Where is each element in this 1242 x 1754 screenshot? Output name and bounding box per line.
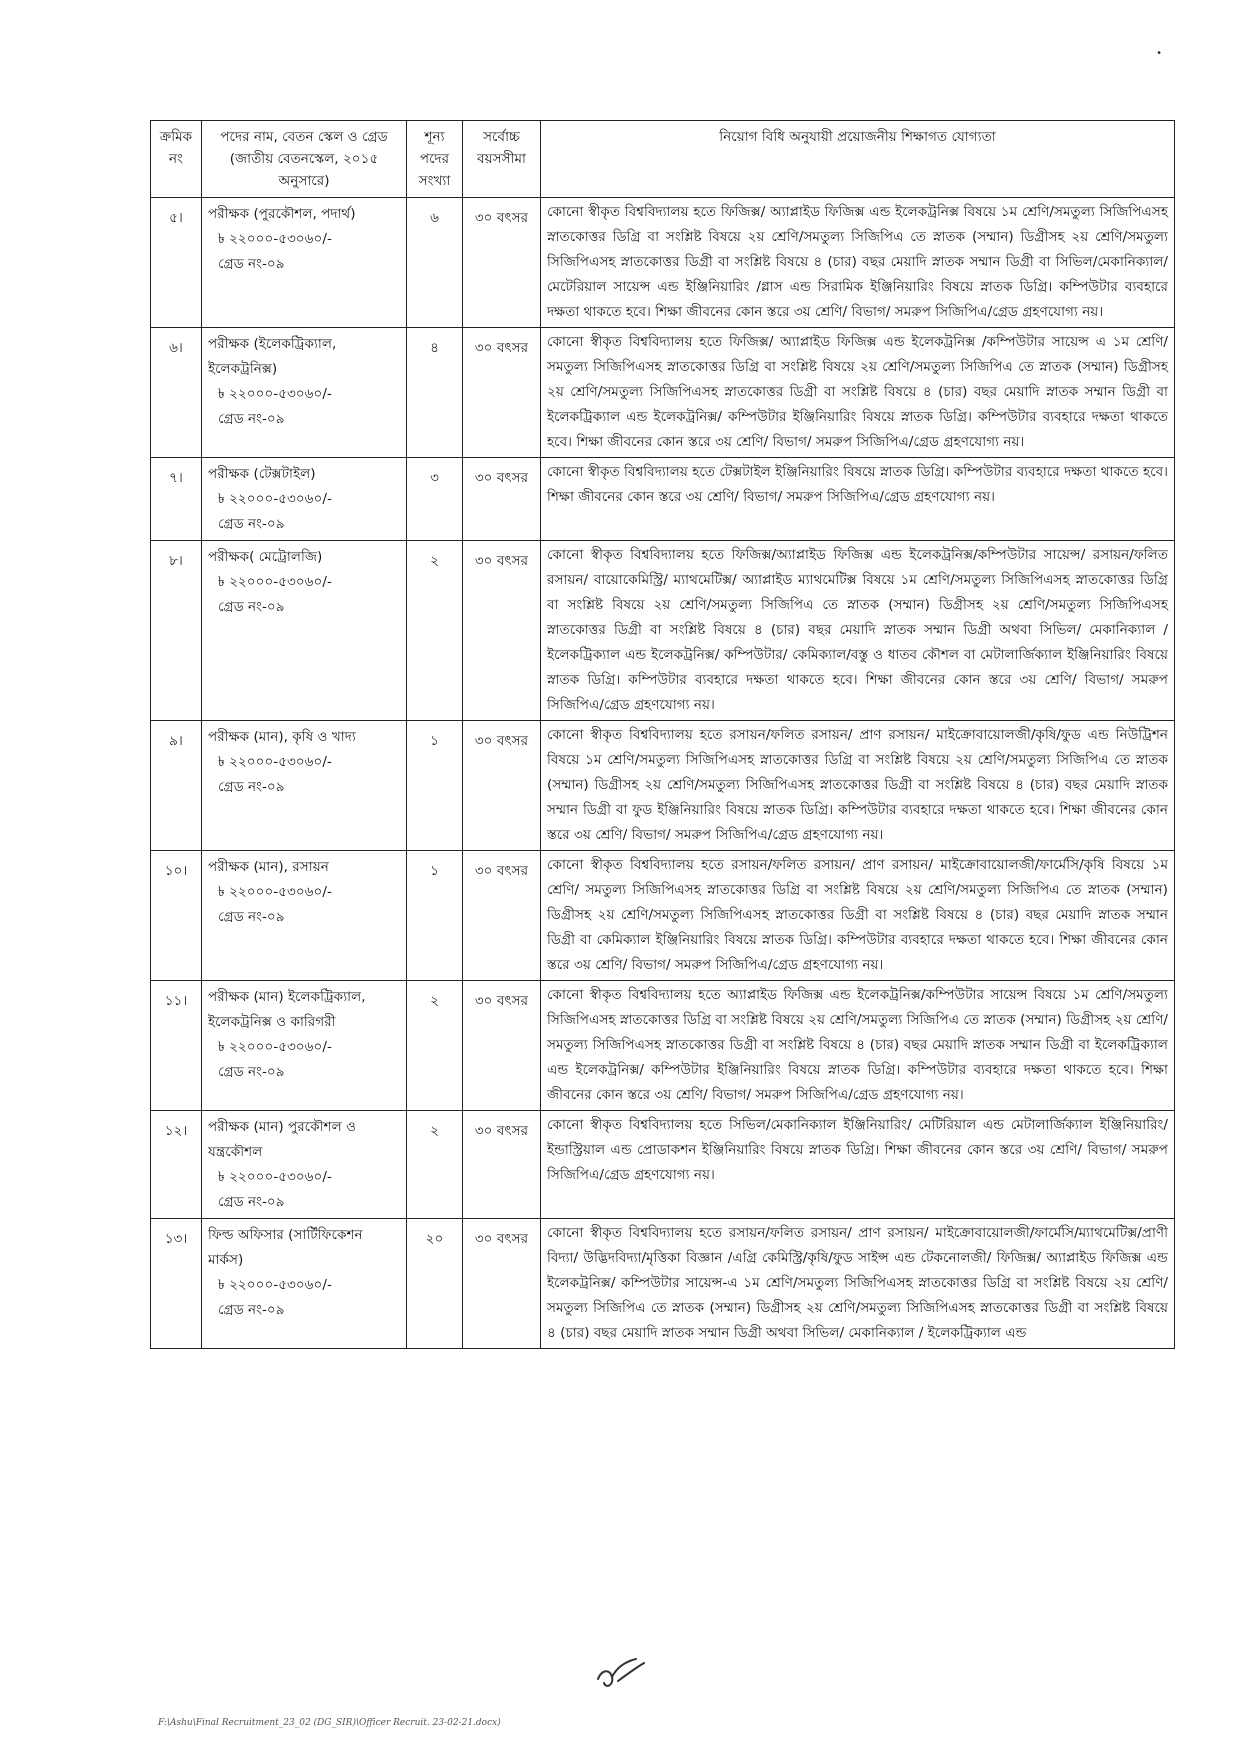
serial-cell: ৫।: [151, 198, 202, 328]
grade: গ্রেড নং-০৯: [218, 411, 285, 427]
post-cell: [202, 1219, 407, 1349]
post-title: পরীক্ষক (মান) পুরকৌশল ও যন্ত্রকৌশল: [208, 1119, 357, 1160]
post-title: পরীক্ষক (ইলেকট্রিক্যাল, ইলেকট্রনিক্স): [208, 336, 337, 377]
qualification-cell: কোনো স্বীকৃত বিশ্ববিদ্যালয় হতে রসায়ন/ফলিত রসায়ন/ প্রাণ রসায়ন/ মাইক্রোবায়োলজী/ফার্মেসি/কৃষি বিষয়ে ১ম শ্রেণি/ সমতুল্য সিজিপিএসহ স্নাতকোত্তর ডিগ্রি বা সংশ্লিষ্ট বিষয়ে ২য় শ্রেণি/সমতুল্য সিজিপিএ তে স্নাতক (সম্মান) ডিগ্রীসহ ২য় শ্রেণি/সমতুল্য সিজিপিএসহ স্নাতকোত্তর ডিগ্রী বা সংশ্লিষ্ট বিষয়ে ৪ (চার) বছর মেয়াদি স্নাতক সম্মান ডিগ্রী বা কেমিক্যাল ইঞ্জিনিয়ারিং বিষয়ে স্নাতক ডিগ্রি। কম্পিউটার ব্যবহারে দক্ষতা থাকতে হবে। শিক্ষা জীবনের কোন স্তরে ৩য় শ্রেণি/ বিভাগ/ সমরুপ সিজিপিএ/গ্রেড গ্রহণযোগ্য নয়।: [541, 851, 1175, 981]
age-limit-cell: ৩০ বৎসর: [463, 981, 541, 1111]
table-row: [151, 1219, 1175, 1349]
table-row: [151, 981, 1175, 1111]
header-vacancy: শূন্য পদের সংখ্যা: [407, 121, 463, 198]
pay-scale: ৳ ২২০০০-৫৩০৬০/-: [218, 231, 332, 247]
table-header-row: [151, 121, 1175, 198]
vacancy-cell: ২: [407, 981, 463, 1111]
table-row: [151, 721, 1175, 851]
header-serial: ক্রমিক নং: [151, 121, 202, 198]
pay-scale: ৳ ২২০০০-৫৩০৬০/-: [218, 386, 332, 402]
grade: গ্রেড নং-০৯: [218, 1194, 285, 1210]
grade: গ্রেড নং-০৯: [218, 256, 285, 272]
vacancy-cell: ২: [407, 1111, 463, 1219]
age-limit-cell: ৩০ বৎসর: [463, 1219, 541, 1349]
age-limit-cell: ৩০ বৎসর: [463, 541, 541, 721]
serial-cell: ৬।: [151, 328, 202, 458]
serial-cell: ১৩।: [151, 1219, 202, 1349]
post-cell: [202, 458, 407, 541]
qualification-cell: কোনো স্বীকৃত বিশ্ববিদ্যালয় হতে সিভিল/মেকানিক্যাল ইঞ্জিনিয়ারিং/ মেটিরিয়াল এন্ড মেটালার্জিক্যাল ইঞ্জিনিয়ারিং/ ইন্ডাস্ট্রিয়াল এন্ড প্রোডাকশন ইঞ্জিনিয়ারিং বিষয়ে স্নাতক ডিগ্রি। শিক্ষা জীবনের কোন স্তরে ৩য় শ্রেণি/ বিভাগ/ সমরুপ সিজিপিএ/গ্রেড গ্রহণযোগ্য নয়।: [541, 1111, 1175, 1219]
age-limit-cell: ৩০ বৎসর: [463, 721, 541, 851]
qualification-cell: কোনো স্বীকৃত বিশ্ববিদ্যালয় হতে টেক্সটাইল ইঞ্জিনিয়ারিং বিষয়ে স্নাতক ডিগ্রি। কম্পিউটার ব্যবহারে দক্ষতা থাকতে হবে। শিক্ষা জীবনের কোন স্তরে ৩য় শ্রেণি/ বিভাগ/ সমরুপ সিজিপিএ/গ্রেড গ্রহণযোগ্য নয়।: [541, 458, 1175, 541]
serial-cell: ১২।: [151, 1111, 202, 1219]
header-qualification: নিয়োগ বিধি অনুযায়ী প্রয়োজনীয় শিক্ষাগত যোগ্যতা: [541, 121, 1175, 198]
vacancy-cell: ১: [407, 851, 463, 981]
post-title: পরীক্ষক (পুরকৌশল, পদার্থ): [208, 206, 356, 222]
qualification-cell: কোনো স্বীকৃত বিশ্ববিদ্যালয় হতে ফিজিক্স/ অ্যাপ্লাইড ফিজিক্স এন্ড ইলেকট্রনিক্স /কম্পিউটার সায়েন্স এ ১ম শ্রেণি/সমতুল্য সিজিপিএসহ স্নাতকোত্তর ডিগ্রি বা সংশ্লিষ্ট বিষয়ে ২য় শ্রেণি/সমতুল্য সিজিপিএ তে স্নাতক (সম্মান) ডিগ্রীসহ ২য় শ্রেণি/সমতুল্য সিজিপিএসহ স্নাতকোত্তর ডিগ্রী বা সংশ্লিষ্ট বিষয়ে ৪ (চার) বছর মেয়াদি স্নাতক সম্মান ডিগ্রী বা ইলেকট্রিক্যাল এন্ড ইলেকট্রনিক্স/ কম্পিউটার ইঞ্জিনিয়ারিং বিষয়ে স্নাতক ডিগ্রি। কম্পিউটার ব্যবহারে দক্ষতা থাকতে হবে। শিক্ষা জীবনের কোন স্তরে ৩য় শ্রেণি/ বিভাগ/ সমরুপ সিজিপিএ/গ্রেড গ্রহণযোগ্য নয়।: [541, 328, 1175, 458]
pay-scale: ৳ ২২০০০-৫৩০৬০/-: [218, 1277, 332, 1293]
initial-signature: [588, 1655, 658, 1695]
age-limit-cell: ৩০ বৎসর: [463, 851, 541, 981]
table-row: [151, 458, 1175, 541]
post-title: পরীক্ষক (টেক্সটাইল): [208, 466, 316, 482]
table-row: [151, 851, 1175, 981]
serial-cell: ৯।: [151, 721, 202, 851]
post-title: পরীক্ষক( মেট্রোলজি): [208, 549, 323, 565]
vacancy-cell: ৬: [407, 198, 463, 328]
grade: গ্রেড নং-০৯: [218, 516, 285, 532]
table-row: [151, 1111, 1175, 1219]
vacancy-cell: ১: [407, 721, 463, 851]
vacancy-cell: ৪: [407, 328, 463, 458]
pay-scale: ৳ ২২০০০-৫৩০৬০/-: [218, 1169, 332, 1185]
grade: গ্রেড নং-০৯: [218, 909, 285, 925]
qualification-cell: কোনো স্বীকৃত বিশ্ববিদ্যালয় হতে ফিজিক্স/অ্যাপ্লাইড ফিজিক্স এন্ড ইলেকট্রনিক্স/কম্পিউটার সায়েন্স/ রসায়ন/ফলিত রসায়ন/ বায়োকেমিস্ট্রি/ ম্যাথমেটিক্স/ অ্যাপ্লাইড ম্যাথমেটিক্স বিষয়ে ১ম শ্রেণি/সমতুল্য সিজিপিএসহ স্নাতকোত্তর ডিগ্রি বা সংশ্লিষ্ট বিষয়ে ২য় শ্রেণি/সমতুল্য সিজিপিএ তে স্নাতক (সম্মান) ডিগ্রীসহ ২য় শ্রেণি/সমতুল্য সিজিপিএসহ স্নাতকোত্তর ডিগ্রী বা সংশ্লিষ্ট বিষয়ে ৪ (চার) বছর মেয়াদি স্নাতক সম্মান ডিগ্রী অথবা সিভিল/ মেকানিক্যাল /ইলেকট্রিক্যাল এন্ড ইলেকট্রনিক্স/ কম্পিউটার/ কেমিক্যাল/বস্তু ও ধাতব কৌশল বা মেটালার্জিক্যাল ইঞ্জিনিয়ারিং বিষয়ে স্নাতক ডিগ্রি। কম্পিউটার ব্যবহারে দক্ষতা থাকতে হবে। শিক্ষা জীবনের কোন স্তরে ৩য় শ্রেণি/ বিভাগ/ সমরুপ সিজিপিএ/গ্রেড গ্রহণযোগ্য নয়।: [541, 541, 1175, 721]
post-cell: [202, 328, 407, 458]
pay-scale: ৳ ২২০০০-৫৩০৬০/-: [218, 574, 332, 590]
age-limit-cell: ৩০ বৎসর: [463, 458, 541, 541]
pay-scale: ৳ ২২০০০-৫৩০৬০/-: [218, 884, 332, 900]
header-post: পদের নাম, বেতন স্কেল ও গ্রেড (জাতীয় বেতনস্কেল, ২০১৫ অনুসারে): [202, 121, 407, 198]
age-limit-cell: ৩০ বৎসর: [463, 328, 541, 458]
grade: গ্রেড নং-০৯: [218, 1302, 285, 1318]
serial-cell: ৮।: [151, 541, 202, 721]
qualification-cell: কোনো স্বীকৃত বিশ্ববিদ্যালয় হতে ফিজিক্স/ অ্যাপ্লাইড ফিজিক্স এন্ড ইলেকট্রনিক্স বিষয়ে ১ম শ্রেণি/সমতুল্য সিজিপিএসহ স্নাতকোত্তর ডিগ্রি বা সংশ্লিষ্ট বিষয়ে ২য় শ্রেণি/সমতুল্য সিজিপিএ তে স্নাতক (সম্মান) ডিগ্রীসহ ২য় শ্রেণি/সমতুল্য সিজিপিএসহ স্নাতকোত্তর ডিগ্রী বা সংশ্লিষ্ট বিষয়ে ৪ (চার) বছর মেয়াদি স্নাতক সম্মান ডিগ্রী বা সিভিল/মেকানিক্যাল/মেটেরিয়াল সায়েন্স এন্ড ইঞ্জিনিয়ারিং /গ্লাস এন্ড সিরামিক ইঞ্জিনিয়ারিং বিষয়ে স্নাতক ডিগ্রি। কম্পিউটার ব্যবহারে দক্ষতা থাকতে হবে। শিক্ষা জীবনের কোন স্তরে ৩য় শ্রেণি/ বিভাগ/ সমরুপ সিজিপিএ/গ্রেড গ্রহণযোগ্য নয়।: [541, 198, 1175, 328]
vacancy-cell: ৩: [407, 458, 463, 541]
pay-scale: ৳ ২২০০০-৫৩০৬০/-: [218, 491, 332, 507]
header-age: সর্বোচ্চ বয়সসীমা: [463, 121, 541, 198]
qualification-cell: কোনো স্বীকৃত বিশ্ববিদ্যালয় হতে রসায়ন/ফলিত রসায়ন/ প্রাণ রসায়ন/ মাইক্রোবায়োলজী/ফার্মেসি/ম্যাথমেটিক্স/প্রাণী বিদ্যা/ উদ্ভিদবিদ্যা/মৃত্তিকা বিজ্ঞান /এগ্রি কেমিস্ট্রি/কৃষি/ফুড সাইন্স এন্ড টেকনোলজী/ ফিজিক্স/ অ্যাপ্লাইড ফিজিক্স এন্ড ইলেকট্রনিক্স/ কম্পিউটার সায়েন্স-এ ১ম শ্রেণি/সমতুল্য সিজিপিএসহ স্নাতকোত্তর ডিগ্রি বা সংশ্লিষ্ট বিষয়ে ২য় শ্রেণি/সমতুল্য সিজিপিএ তে স্নাতক (সম্মান) ডিগ্রীসহ ২য় শ্রেণি/সমতুল্য সিজিপিএসহ স্নাতকোত্তর ডিগ্রী বা সংশ্লিষ্ট বিষয়ে ৪ (চার) বছর মেয়াদি স্নাতক সম্মান ডিগ্রী অথবা সিভিল/ মেকানিক্যাল / ইলেকট্রিক্যাল এন্ড: [541, 1219, 1175, 1349]
file-path-footer: F:\Ashu\Final Recruitment_23_02 (DG_SIR)\Officer Recruit. 23-02-21.docx): [158, 1718, 501, 1728]
post-cell: [202, 981, 407, 1111]
post-title: ফিল্ড অফিসার (সার্টিফিকেশন মার্কস): [208, 1227, 363, 1268]
post-cell: [202, 721, 407, 851]
post-cell: [202, 541, 407, 721]
corner-mark: •: [1156, 48, 1162, 59]
age-limit-cell: ৩০ বৎসর: [463, 1111, 541, 1219]
age-limit-cell: ৩০ বৎসর: [463, 198, 541, 328]
table-row: [151, 541, 1175, 721]
qualification-cell: কোনো স্বীকৃত বিশ্ববিদ্যালয় হতে অ্যাপ্লাইড ফিজিক্স এন্ড ইলেকট্রনিক্স/কম্পিউটার সায়েন্স বিষয়ে ১ম শ্রেণি/সমতুল্য সিজিপিএসহ স্নাতকোত্তর ডিগ্রি বা সংশ্লিষ্ট বিষয়ে ২য় শ্রেণি/সমতুল্য সিজিপিএ তে স্নাতক (সম্মান) ডিগ্রীসহ ২য় শ্রেণি/সমতুল্য সিজিপিএসহ স্নাতকোত্তর ডিগ্রী বা সংশ্লিষ্ট বিষয়ে ৪ (চার) বছর মেয়াদি স্নাতক সম্মান ডিগ্রী বা ইলেকট্রিক্যাল এন্ড ইলেকট্রনিক্স/ কম্পিউটার ইঞ্জিনিয়ারিং বিষয়ে স্নাতক ডিগ্রি। কম্পিউটার ব্যবহারে দক্ষতা থাকতে হবে। শিক্ষা জীবনের কোন স্তরে ৩য় শ্রেণি/ বিভাগ/ সমরুপ সিজিপিএ/গ্রেড গ্রহণযোগ্য নয়।: [541, 981, 1175, 1111]
recruitment-table: [150, 120, 1175, 1349]
table-body: [151, 198, 1175, 1349]
post-cell: [202, 1111, 407, 1219]
serial-cell: ১১।: [151, 981, 202, 1111]
post-cell: [202, 198, 407, 328]
qualification-cell: কোনো স্বীকৃত বিশ্ববিদ্যালয় হতে রসায়ন/ফলিত রসায়ন/ প্রাণ রসায়ন/ মাইক্রোবায়োলজী/কৃষি/ফুড এন্ড নিউট্রিশন বিষয়ে ১ম শ্রেণি/সমতুল্য সিজিপিএসহ স্নাতকোত্তর ডিগ্রি বা সংশ্লিষ্ট বিষয়ে ২য় শ্রেণি/সমতুল্য সিজিপিএ তে স্নাতক (সম্মান) ডিগ্রীসহ ২য় শ্রেণি/সমতুল্য সিজিপিএসহ স্নাতকোত্তর ডিগ্রী বা সংশ্লিষ্ট বিষয়ে ৪ (চার) বছর মেয়াদি স্নাতক সম্মান ডিগ্রী বা ফুড ইঞ্জিনিয়ারিং বিষয়ে স্নাতক ডিগ্রি। কম্পিউটার ব্যবহারে দক্ষতা থাকতে হবে। শিক্ষা জীবনের কোন স্তরে ৩য় শ্রেণি/ বিভাগ/ সমরুপ সিজিপিএ/গ্রেড গ্রহণযোগ্য নয়।: [541, 721, 1175, 851]
serial-cell: ১০।: [151, 851, 202, 981]
vacancy-cell: ২০: [407, 1219, 463, 1349]
pay-scale: ৳ ২২০০০-৫৩০৬০/-: [218, 754, 332, 770]
serial-cell: ৭।: [151, 458, 202, 541]
post-title: পরীক্ষক (মান) ইলেকট্রিক্যাল, ইলেকট্রনিক্স ও কারিগরী: [208, 989, 366, 1030]
table-row: [151, 328, 1175, 458]
post-title: পরীক্ষক (মান), কৃষি ও খাদ্য: [208, 729, 356, 745]
post-title: পরীক্ষক (মান), রসায়ন: [208, 859, 329, 875]
pay-scale: ৳ ২২০০০-৫৩০৬০/-: [218, 1039, 332, 1055]
grade: গ্রেড নং-০৯: [218, 599, 285, 615]
table-row: [151, 198, 1175, 328]
post-cell: [202, 851, 407, 981]
grade: গ্রেড নং-০৯: [218, 779, 285, 795]
vacancy-cell: ২: [407, 541, 463, 721]
grade: গ্রেড নং-০৯: [218, 1064, 285, 1080]
